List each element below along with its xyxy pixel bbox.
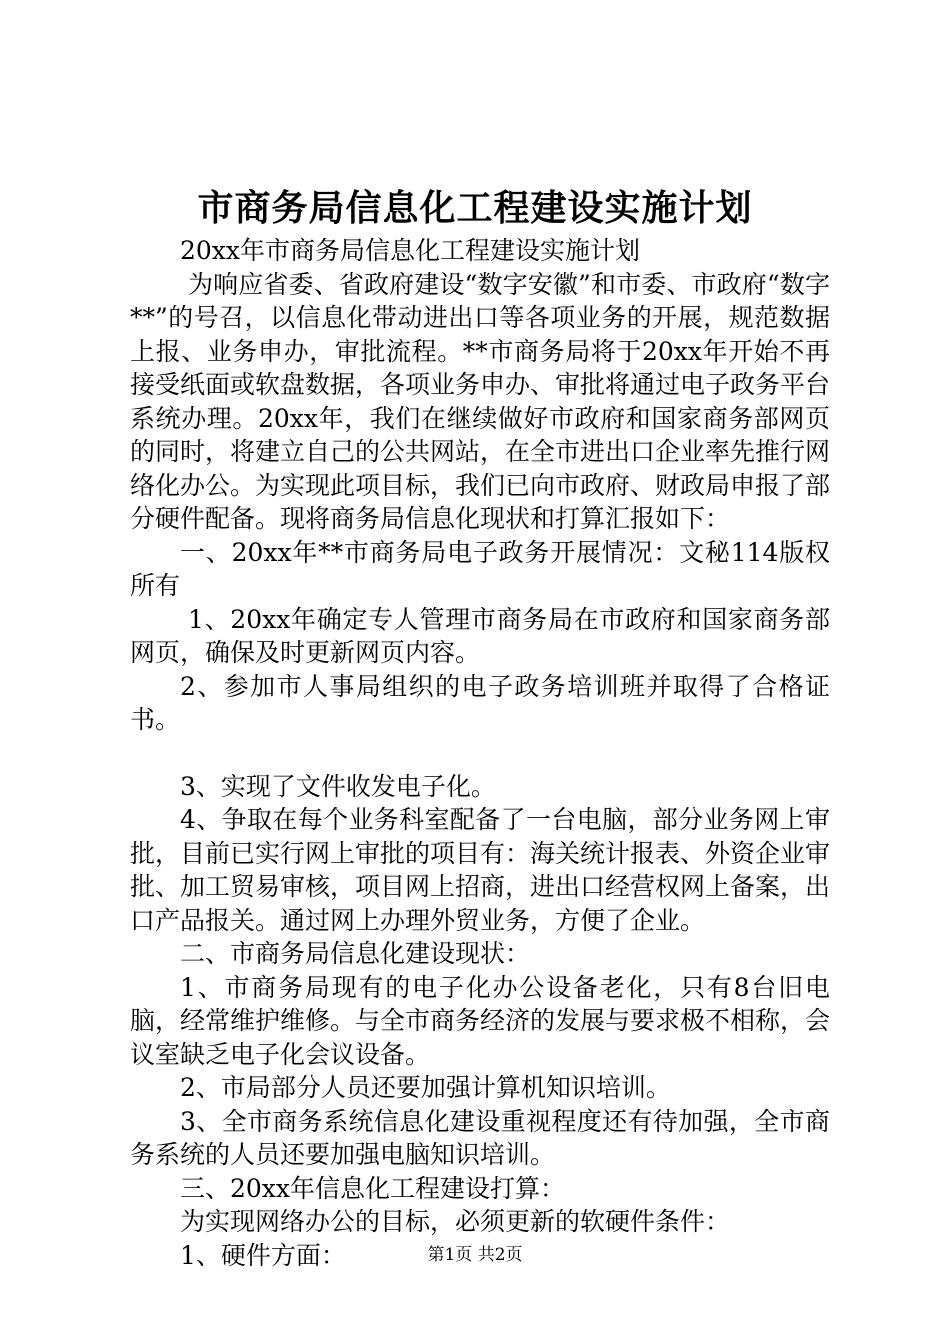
- list-item-2-3: 3、全市商务系统信息化建设重视程度还有待加强，全市商务系统的人员还要加强电脑知识培训。: [130, 1106, 830, 1169]
- section-heading-1: 一、20xx年**市商务局电子政务开展情况：文秘114版权所有: [130, 537, 830, 600]
- section-heading-3: 三、20xx年信息化工程建设打算：: [180, 1173, 566, 1203]
- list-item-1-2: 2、参加市人事局组织的电子政务培训班并取得了合格证书。: [130, 671, 830, 734]
- document-body: [130, 234, 830, 1272]
- list-item-2-2: 2、市局部分人员还要加强计算机知识培训。: [180, 1073, 671, 1102]
- list-item-1-3: 3、实现了文件收发电子化。: [180, 771, 496, 801]
- paragraph-requirements: 为实现网络办公的目标，必须更新的软硬件条件：: [180, 1207, 731, 1236]
- page-number: 第1页 共2页: [427, 1245, 523, 1265]
- list-item-3-1: 1、硬件方面：: [180, 1240, 346, 1270]
- paragraph-intro: 为响应省委、省政府建设“数字安徽”和市委、市政府“数字**”的号召，以信息化带动进出口等各项业务的开展，规范数据上报、业务申办，审批流程。**市商务局将于20xx年开始不再接受纸面或软盘数据，各项业务申办、审批将通过电子政务平台系统办理。20xx年，我们在继续做好市政府和国家商务部网页的同时，将建立自己的公共网站，在全市进出口企业率先推行网络化办公。为实现此项目标，我们已向市政府、财政局申报了部分硬件配备。现将商务局信息化现状和打算汇报如下：: [130, 269, 831, 533]
- list-item-1-1: 1、20xx年确定专人管理市商务局在市政府和国家商务部网页，确保及时更新网页内容。: [130, 604, 830, 667]
- list-item-2-1: 1、市商务局现有的电子化办公设备老化，只有8台旧电脑，经常维护维修。与全市商务经济的发展与要求极不相称，会议室缺乏电子化会议设备。: [130, 972, 831, 1069]
- paragraph-subtitle: 20xx年市商务局信息化工程建设实施计划: [180, 236, 641, 265]
- section-heading-2: 二、市商务局信息化建设现状：: [180, 939, 531, 968]
- document-title: 市商务局信息化工程建设实施计划: [197, 187, 753, 229]
- list-item-1-4: 4、争取在每个业务科室配备了一台电脑，部分业务网上审批，目前已实行网上审批的项目有：海关统计报表、外资企业审批、加工贸易审核，项目网上招商，进出口经营权网上备案，出口产品报关。通过网上办理外贸业务，方便了企业。: [130, 805, 831, 935]
